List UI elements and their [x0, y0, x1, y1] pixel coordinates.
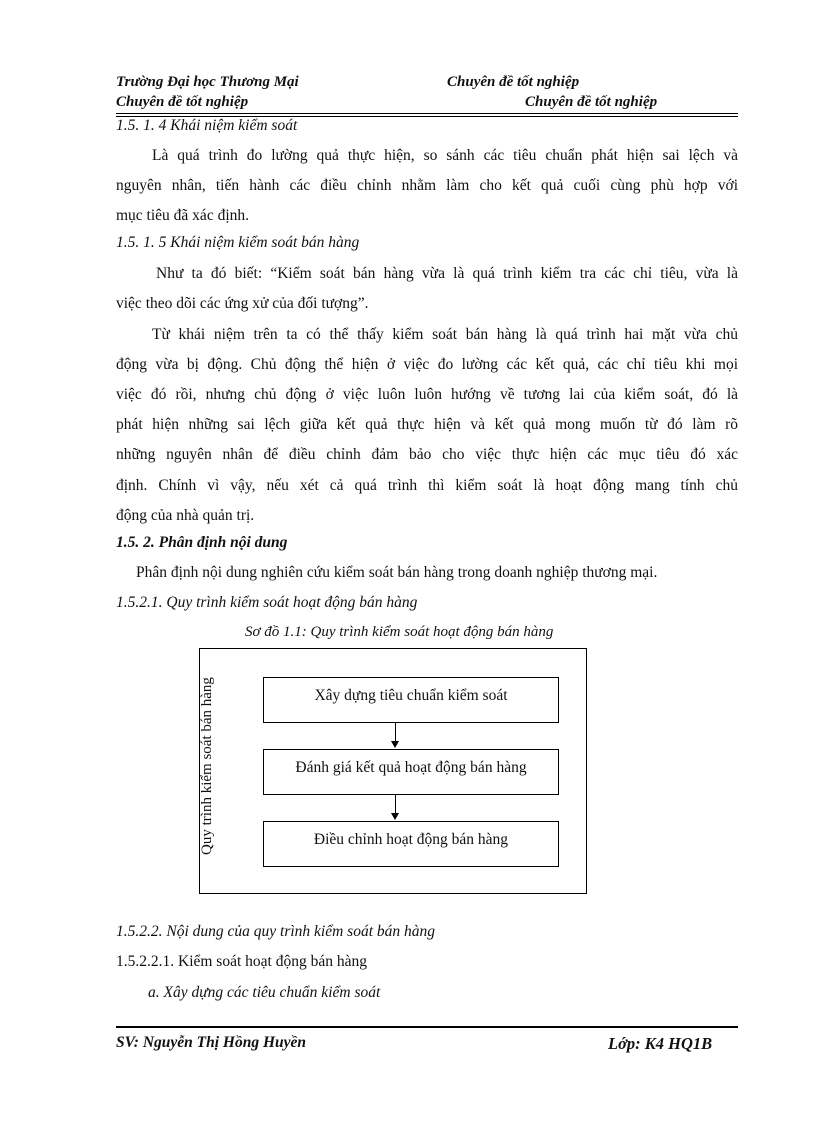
section-title-1521: 1.5.2.1. Quy trình kiểm soát hoạt động bán hàng	[116, 594, 418, 611]
paragraph-line: việc đó rồi, nhưng chủ động ở việc luôn luôn hướng về tương lai của kiểm soát, đó là	[116, 386, 738, 403]
diagram-step-label: Đánh giá kết quả hoạt động bán hàng	[295, 759, 527, 776]
header-topic-repeat: Chuyên đề tốt nghiệp	[116, 94, 249, 110]
paragraph-line: động vừa bị động. Chủ động thể hiện ở việc đo lường các kết quả, các chỉ tiêu khi mọi	[116, 356, 738, 373]
paragraph-line: Là quá trình đo lường quả thực hiện, so sánh các tiêu chuẩn phát hiện sai lệch và	[152, 147, 738, 164]
paragraph-line: động của nhà quản trị.	[116, 507, 255, 524]
diagram-arrow-head	[391, 741, 399, 748]
section-title-15221: 1.5.2.2.1. Kiểm soát hoạt động bán hàng	[116, 953, 367, 970]
diagram-step-2	[263, 749, 559, 795]
diagram-arrow-line	[395, 795, 396, 814]
paragraph-line: định. Chính vì vậy, nếu xét cả quá trình thì kiểm soát là hoạt động mang tính chủ	[116, 477, 738, 494]
diagram-arrow-head	[391, 813, 399, 820]
diagram-caption: Sơ đồ 1.1: Quy trình kiểm soát hoạt động bán hàng	[245, 624, 554, 640]
paragraph-line: mục tiêu đã xác định.	[116, 207, 249, 224]
paragraph-line: Như ta đó biết: “Kiểm soát bán hàng vừa là quá trình kiểm tra các chỉ tiêu, vừa là	[156, 265, 738, 282]
section-title-152: 1.5. 2. Phân định nội dung	[116, 534, 288, 551]
header-topic-right: Chuyên đề tốt nghiệp	[525, 94, 658, 110]
diagram-arrow-line	[395, 723, 396, 742]
footer-student: SV: Nguyễn Thị Hồng Huyền	[116, 1034, 307, 1051]
footer-rule	[116, 1026, 738, 1028]
section-152-text: Phân định nội dung nghiên cứu kiểm soát bán hàng trong doanh nghiệp thương mại.	[136, 564, 658, 581]
diagram-step-3	[263, 821, 559, 867]
paragraph-line: những nguyên nhân để điều chỉnh đảm bảo cho việc thực hiện các mục tiêu đó xác	[116, 446, 738, 463]
diagram-step-label: Xây dựng tiêu chuẩn kiểm soát	[314, 687, 508, 704]
subsection-a: a. Xây dựng các tiêu chuẩn kiểm soát	[148, 984, 381, 1001]
header-school: Trường Đại học Thương Mại	[116, 74, 299, 90]
diagram-step-label: Điều chỉnh hoạt động bán hàng	[313, 831, 509, 848]
section-title-1522: 1.5.2.2. Nội dung của quy trình kiểm soát bán hàng	[116, 923, 436, 940]
header-topic: Chuyên đề tốt nghiệp	[447, 74, 580, 90]
paragraph-line: Từ khái niệm trên ta có thể thấy kiểm soát bán hàng là quá trình hai mặt vừa chủ	[152, 326, 738, 343]
section-title-1514: 1.5. 1. 4 Khái niệm kiểm soát	[116, 117, 298, 134]
paragraph-line: việc theo dõi các ứng xử của đối tượng”.	[116, 295, 369, 312]
header-rule	[116, 113, 738, 114]
section-title-1515: 1.5. 1. 5 Khái niệm kiểm soát bán hàng	[116, 234, 360, 251]
footer-class: Lớp: K4 HQ1B	[608, 1034, 713, 1053]
diagram-side-label: Quy trình kiểm soát bán hàng	[199, 677, 215, 855]
paragraph-line: nguyên nhân, tiến hành các điều chỉnh nhằm làm cho kết quả cuối cùng phù hợp với	[116, 177, 738, 194]
paragraph-line: phát hiện những sai lệch giữa kết quả thực hiện và kết quả mong muốn từ đó làm rõ	[116, 416, 738, 433]
diagram-step-1	[263, 677, 559, 723]
